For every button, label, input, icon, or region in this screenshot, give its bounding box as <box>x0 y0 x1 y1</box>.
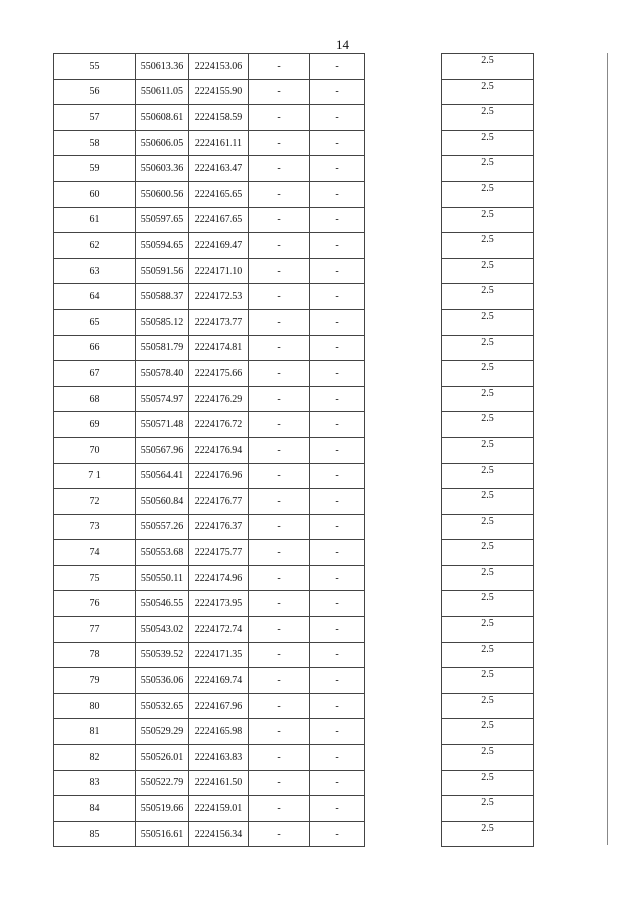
table-row <box>54 565 365 591</box>
y-coordinate-cell: 2224161.11 <box>189 130 249 156</box>
value-cell: 2.5 <box>442 130 534 156</box>
table-row <box>54 489 365 515</box>
table-row <box>54 207 365 233</box>
column-b-cell: - <box>310 181 365 207</box>
y-coordinate-cell: 2224176.77 <box>189 489 249 515</box>
table-row <box>442 514 534 540</box>
y-coordinate-cell: 2224167.96 <box>189 693 249 719</box>
point-number-cell: 61 <box>54 207 136 233</box>
x-coordinate-cell: 550557.26 <box>136 514 189 540</box>
y-coordinate-cell: 2224176.37 <box>189 514 249 540</box>
x-coordinate-cell: 550550.11 <box>136 565 189 591</box>
y-coordinate-cell: 2224172.74 <box>189 617 249 643</box>
point-number-cell: 69 <box>54 412 136 438</box>
value-cell: 2.5 <box>442 668 534 694</box>
value-cell: 2.5 <box>442 514 534 540</box>
x-coordinate-cell: 550526.01 <box>136 745 189 771</box>
value-cell: 2.5 <box>442 745 534 771</box>
table-row <box>442 207 534 233</box>
point-number-cell: 78 <box>54 642 136 668</box>
table-row <box>54 54 365 80</box>
table-row <box>54 617 365 643</box>
x-coordinate-cell: 550560.84 <box>136 489 189 515</box>
point-number-cell: 77 <box>54 617 136 643</box>
column-b-cell: - <box>310 770 365 796</box>
x-coordinate-cell: 550516.61 <box>136 821 189 847</box>
table-row <box>442 617 534 643</box>
value-cell: 2.5 <box>442 463 534 489</box>
y-coordinate-cell: 2224176.29 <box>189 386 249 412</box>
table-row <box>442 463 534 489</box>
table-row <box>442 233 534 259</box>
y-coordinate-cell: 2224176.72 <box>189 412 249 438</box>
point-number-cell: 83 <box>54 770 136 796</box>
x-coordinate-cell: 550606.05 <box>136 130 189 156</box>
column-a-cell: - <box>249 642 310 668</box>
y-coordinate-cell: 2224174.96 <box>189 565 249 591</box>
column-b-cell: - <box>310 130 365 156</box>
column-a-cell: - <box>249 796 310 822</box>
x-coordinate-cell: 550574.97 <box>136 386 189 412</box>
column-a-cell: - <box>249 821 310 847</box>
table-row <box>442 105 534 131</box>
table-row <box>442 693 534 719</box>
table-row <box>54 591 365 617</box>
column-a-cell: - <box>249 156 310 182</box>
value-cell: 2.5 <box>442 105 534 131</box>
y-coordinate-cell: 2224169.47 <box>189 233 249 259</box>
x-coordinate-cell: 550600.56 <box>136 181 189 207</box>
column-a-cell: - <box>249 719 310 745</box>
column-b-cell: - <box>310 79 365 105</box>
column-b-cell: - <box>310 719 365 745</box>
y-coordinate-cell: 2224176.94 <box>189 437 249 463</box>
column-b-cell: - <box>310 540 365 566</box>
value-cell: 2.5 <box>442 591 534 617</box>
column-a-cell: - <box>249 412 310 438</box>
point-number-cell: 7 1 <box>54 463 136 489</box>
point-number-cell: 60 <box>54 181 136 207</box>
table-row <box>54 745 365 771</box>
table-row <box>54 284 365 310</box>
point-number-cell: 68 <box>54 386 136 412</box>
table-row <box>54 181 365 207</box>
point-number-cell: 85 <box>54 821 136 847</box>
column-b-cell: - <box>310 335 365 361</box>
table-row <box>442 54 534 80</box>
column-b-cell: - <box>310 591 365 617</box>
table-row <box>54 412 365 438</box>
y-coordinate-cell: 2224173.77 <box>189 309 249 335</box>
table-row <box>54 719 365 745</box>
x-coordinate-cell: 550564.41 <box>136 463 189 489</box>
value-cell: 2.5 <box>442 335 534 361</box>
column-a-cell: - <box>249 693 310 719</box>
table-row <box>442 591 534 617</box>
column-a-cell: - <box>249 463 310 489</box>
table-row <box>54 130 365 156</box>
column-b-cell: - <box>310 361 365 387</box>
point-number-cell: 72 <box>54 489 136 515</box>
table-row <box>442 565 534 591</box>
x-coordinate-cell: 550603.36 <box>136 156 189 182</box>
value-cell: 2.5 <box>442 309 534 335</box>
x-coordinate-cell: 550546.55 <box>136 591 189 617</box>
column-b-cell: - <box>310 821 365 847</box>
value-cell: 2.5 <box>442 437 534 463</box>
value-cell: 2.5 <box>442 233 534 259</box>
table-row <box>54 386 365 412</box>
point-number-cell: 76 <box>54 591 136 617</box>
column-a-cell: - <box>249 565 310 591</box>
x-coordinate-cell: 550529.29 <box>136 719 189 745</box>
value-cell: 2.5 <box>442 719 534 745</box>
table-row <box>54 258 365 284</box>
y-coordinate-cell: 2224175.77 <box>189 540 249 566</box>
point-number-cell: 66 <box>54 335 136 361</box>
table-row <box>54 821 365 847</box>
column-a-cell: - <box>249 105 310 131</box>
column-b-cell: - <box>310 156 365 182</box>
column-a-cell: - <box>249 207 310 233</box>
value-cell: 2.5 <box>442 412 534 438</box>
column-b-cell: - <box>310 514 365 540</box>
y-coordinate-cell: 2224161.50 <box>189 770 249 796</box>
x-coordinate-cell: 550588.37 <box>136 284 189 310</box>
value-cell: 2.5 <box>442 156 534 182</box>
table-row <box>54 361 365 387</box>
table-row <box>442 335 534 361</box>
column-a-cell: - <box>249 668 310 694</box>
value-cell: 2.5 <box>442 821 534 847</box>
column-b-cell: - <box>310 207 365 233</box>
column-a-cell: - <box>249 284 310 310</box>
y-coordinate-cell: 2224176.96 <box>189 463 249 489</box>
y-coordinate-cell: 2224171.35 <box>189 642 249 668</box>
point-number-cell: 64 <box>54 284 136 310</box>
point-number-cell: 59 <box>54 156 136 182</box>
y-coordinate-cell: 2224175.66 <box>189 361 249 387</box>
column-a-cell: - <box>249 335 310 361</box>
table-row <box>442 181 534 207</box>
table-row <box>442 745 534 771</box>
column-b-cell: - <box>310 796 365 822</box>
table-row <box>442 309 534 335</box>
x-coordinate-cell: 550567.96 <box>136 437 189 463</box>
column-b-cell: - <box>310 284 365 310</box>
point-number-cell: 70 <box>54 437 136 463</box>
value-cell: 2.5 <box>442 693 534 719</box>
table-row <box>54 233 365 259</box>
table-row <box>54 437 365 463</box>
table-row <box>442 258 534 284</box>
point-number-cell: 63 <box>54 258 136 284</box>
y-coordinate-cell: 2224173.95 <box>189 591 249 617</box>
coordinates-table <box>53 53 365 847</box>
column-a-cell: - <box>249 130 310 156</box>
column-a-cell: - <box>249 437 310 463</box>
table-row <box>54 642 365 668</box>
table-row <box>442 540 534 566</box>
table-row <box>54 514 365 540</box>
coordinates-table-body <box>54 54 365 847</box>
x-coordinate-cell: 550536.06 <box>136 668 189 694</box>
column-b-cell: - <box>310 745 365 771</box>
column-b-cell: - <box>310 463 365 489</box>
x-coordinate-cell: 550519.66 <box>136 796 189 822</box>
table-row <box>442 821 534 847</box>
column-b-cell: - <box>310 617 365 643</box>
value-cell: 2.5 <box>442 489 534 515</box>
column-a-cell: - <box>249 79 310 105</box>
x-coordinate-cell: 550571.48 <box>136 412 189 438</box>
column-a-cell: - <box>249 361 310 387</box>
x-coordinate-cell: 550585.12 <box>136 309 189 335</box>
column-b-cell: - <box>310 693 365 719</box>
table-row <box>442 719 534 745</box>
x-coordinate-cell: 550581.79 <box>136 335 189 361</box>
x-coordinate-cell: 550532.65 <box>136 693 189 719</box>
column-a-cell: - <box>249 591 310 617</box>
point-number-cell: 57 <box>54 105 136 131</box>
y-coordinate-cell: 2224156.34 <box>189 821 249 847</box>
table-row <box>442 642 534 668</box>
x-coordinate-cell: 550553.68 <box>136 540 189 566</box>
column-b-cell: - <box>310 54 365 80</box>
value-cell: 2.5 <box>442 386 534 412</box>
value-cell: 2.5 <box>442 207 534 233</box>
column-b-cell: - <box>310 642 365 668</box>
point-number-cell: 79 <box>54 668 136 694</box>
table-row <box>54 540 365 566</box>
table-row <box>442 668 534 694</box>
column-a-cell: - <box>249 540 310 566</box>
y-coordinate-cell: 2224174.81 <box>189 335 249 361</box>
y-coordinate-cell: 2224171.10 <box>189 258 249 284</box>
table-row <box>442 130 534 156</box>
table-row <box>442 79 534 105</box>
column-a-cell: - <box>249 258 310 284</box>
y-coordinate-cell: 2224167.65 <box>189 207 249 233</box>
y-coordinate-cell: 2224153.06 <box>189 54 249 80</box>
y-coordinate-cell: 2224163.83 <box>189 745 249 771</box>
x-coordinate-cell: 550608.61 <box>136 105 189 131</box>
y-coordinate-cell: 2224155.90 <box>189 79 249 105</box>
point-number-cell: 81 <box>54 719 136 745</box>
column-b-cell: - <box>310 668 365 694</box>
point-number-cell: 67 <box>54 361 136 387</box>
table-row <box>442 437 534 463</box>
table-row <box>54 335 365 361</box>
point-number-cell: 74 <box>54 540 136 566</box>
column-b-cell: - <box>310 412 365 438</box>
table-row <box>54 693 365 719</box>
column-a-cell: - <box>249 54 310 80</box>
column-a-cell: - <box>249 745 310 771</box>
table-row <box>54 463 365 489</box>
x-coordinate-cell: 550611.05 <box>136 79 189 105</box>
value-cell: 2.5 <box>442 796 534 822</box>
value-cell: 2.5 <box>442 642 534 668</box>
column-a-cell: - <box>249 181 310 207</box>
table-row <box>442 796 534 822</box>
column-a-cell: - <box>249 617 310 643</box>
value-cell: 2.5 <box>442 79 534 105</box>
table-row <box>54 105 365 131</box>
value-cell: 2.5 <box>442 770 534 796</box>
x-coordinate-cell: 550613.36 <box>136 54 189 80</box>
column-b-cell: - <box>310 489 365 515</box>
table-row <box>442 361 534 387</box>
table-row <box>54 79 365 105</box>
value-cell: 2.5 <box>442 617 534 643</box>
column-b-cell: - <box>310 309 365 335</box>
column-b-cell: - <box>310 105 365 131</box>
column-b-cell: - <box>310 565 365 591</box>
x-coordinate-cell: 550578.40 <box>136 361 189 387</box>
value-cell: 2.5 <box>442 565 534 591</box>
value-cell: 2.5 <box>442 181 534 207</box>
point-number-cell: 58 <box>54 130 136 156</box>
page-edge-line <box>607 53 608 845</box>
x-coordinate-cell: 550597.65 <box>136 207 189 233</box>
column-b-cell: - <box>310 386 365 412</box>
table-row <box>442 770 534 796</box>
table-row <box>54 668 365 694</box>
column-a-cell: - <box>249 233 310 259</box>
table-row <box>442 284 534 310</box>
y-coordinate-cell: 2224158.59 <box>189 105 249 131</box>
point-number-cell: 84 <box>54 796 136 822</box>
column-b-cell: - <box>310 258 365 284</box>
x-coordinate-cell: 550522.79 <box>136 770 189 796</box>
y-coordinate-cell: 2224165.65 <box>189 181 249 207</box>
value-cell: 2.5 <box>442 540 534 566</box>
column-a-cell: - <box>249 514 310 540</box>
value-cell: 2.5 <box>442 361 534 387</box>
y-coordinate-cell: 2224172.53 <box>189 284 249 310</box>
point-number-cell: 82 <box>54 745 136 771</box>
point-number-cell: 73 <box>54 514 136 540</box>
table-row <box>442 412 534 438</box>
value-cell: 2.5 <box>442 284 534 310</box>
page-number: 14 <box>336 37 349 52</box>
column-a-cell: - <box>249 489 310 515</box>
point-number-cell: 56 <box>54 79 136 105</box>
value-cell: 2.5 <box>442 258 534 284</box>
table-row <box>54 156 365 182</box>
column-a-cell: - <box>249 770 310 796</box>
x-coordinate-cell: 550591.56 <box>136 258 189 284</box>
y-coordinate-cell: 2224169.74 <box>189 668 249 694</box>
table-row <box>442 156 534 182</box>
point-number-cell: 55 <box>54 54 136 80</box>
y-coordinate-cell: 2224159.01 <box>189 796 249 822</box>
x-coordinate-cell: 550543.02 <box>136 617 189 643</box>
column-a-cell: - <box>249 309 310 335</box>
point-number-cell: 65 <box>54 309 136 335</box>
value-table <box>441 53 534 847</box>
table-row <box>54 770 365 796</box>
column-b-cell: - <box>310 437 365 463</box>
table-row <box>442 489 534 515</box>
point-number-cell: 80 <box>54 693 136 719</box>
point-number-cell: 75 <box>54 565 136 591</box>
x-coordinate-cell: 550594.65 <box>136 233 189 259</box>
table-row <box>54 796 365 822</box>
y-coordinate-cell: 2224165.98 <box>189 719 249 745</box>
x-coordinate-cell: 550539.52 <box>136 642 189 668</box>
y-coordinate-cell: 2224163.47 <box>189 156 249 182</box>
column-a-cell: - <box>249 386 310 412</box>
table-row <box>54 309 365 335</box>
point-number-cell: 62 <box>54 233 136 259</box>
value-table-body <box>442 54 534 847</box>
value-cell: 2.5 <box>442 54 534 80</box>
table-row <box>442 386 534 412</box>
column-b-cell: - <box>310 233 365 259</box>
